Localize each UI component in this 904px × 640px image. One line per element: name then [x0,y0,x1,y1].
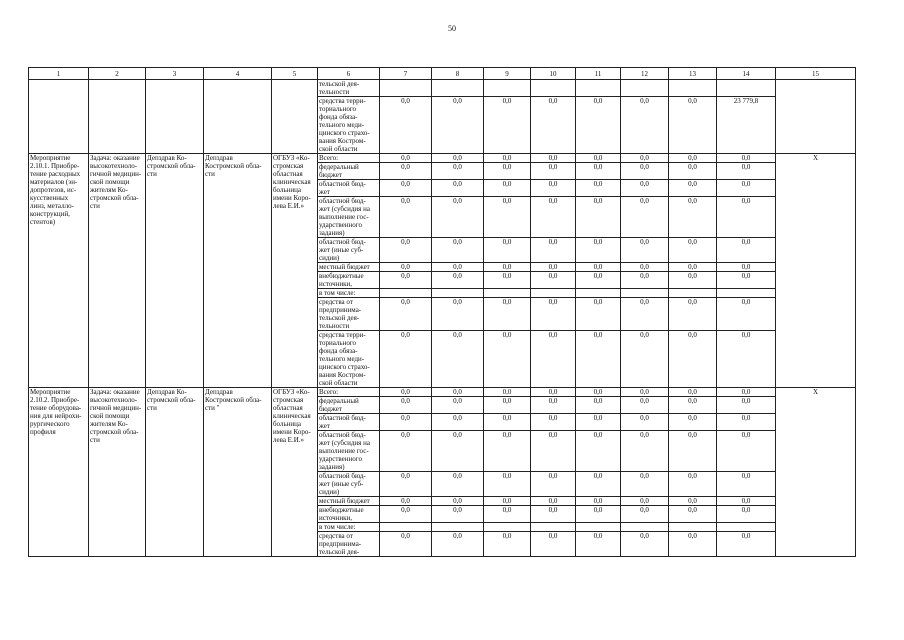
value-cell: 0,0 [621,97,669,154]
program-table [28,67,856,557]
value-cell: 0,0 [484,388,531,397]
column-number: 15 [776,68,856,80]
value-cell: 0,0 [531,431,576,472]
value-cell: 0,0 [669,497,717,506]
value-cell: 0,0 [621,431,669,472]
result-cell: X [776,154,856,388]
measure-cell: Мероприятие 2.10.2. Приобре- тение оборудова- ния для нейрохи- рургического профиля [29,388,89,557]
funding-source-cell: федеральный бюджет [318,163,380,180]
value-cell: 0,0 [669,197,717,238]
value-cell [621,523,669,532]
value-cell: 0,0 [531,154,576,163]
value-cell: 0,0 [432,431,484,472]
value-cell: 0,0 [484,163,531,180]
value-cell: 0,0 [432,263,484,272]
column-number: 5 [272,68,318,80]
value-cell: 0,0 [669,163,717,180]
value-cell: 0,0 [621,197,669,238]
value-cell: 0,0 [669,431,717,472]
value-cell [484,80,531,97]
value-cell: 0,0 [432,180,484,197]
value-cell [717,523,776,532]
value-cell [380,523,432,532]
value-cell: 0,0 [621,506,669,523]
value-cell: 0,0 [380,506,432,523]
value-cell: 0,0 [717,263,776,272]
funding-source-cell: средства терри- ториального фонда обяза- тельного меди- цинского страхо- вания Костром- ской области [318,97,380,154]
value-cell [576,80,621,97]
value-cell: 0,0 [484,154,531,163]
value-cell: 0,0 [484,298,531,331]
value-cell: 0,0 [621,397,669,414]
value-cell [484,523,531,532]
value-cell: 0,0 [576,180,621,197]
value-cell: 0,0 [484,431,531,472]
value-cell: 0,0 [432,238,484,263]
funding-source-cell: областной бюд- жет (субсидия на выполнение гос- ударственного задания) [318,197,380,238]
value-cell [531,80,576,97]
executor-cell: ОГБУЗ «Ко- стромская областная клиническая больница имени Коро- лева Е.И.» [272,154,318,388]
value-cell: 0,0 [669,388,717,397]
value-cell: 0,0 [432,397,484,414]
responsible-cell: Депздрав Костромской обла- сти [204,154,272,388]
value-cell: 0,0 [717,180,776,197]
value-cell: 0,0 [621,331,669,388]
value-cell: 0,0 [717,238,776,263]
value-cell: 0,0 [576,154,621,163]
value-cell: 0,0 [531,388,576,397]
value-cell: 0,0 [531,414,576,431]
value-cell: 0,0 [576,97,621,154]
value-cell: 0,0 [621,272,669,289]
value-cell: 0,0 [531,298,576,331]
value-cell: 0,0 [669,331,717,388]
value-cell: 0,0 [380,397,432,414]
value-cell: 0,0 [669,414,717,431]
funding-source-cell: Всего: [318,388,380,397]
column-number: 14 [717,68,776,80]
value-cell: 0,0 [380,97,432,154]
value-cell: 0,0 [432,163,484,180]
value-cell [576,523,621,532]
value-cell: 0,0 [621,163,669,180]
value-cell: 0,0 [531,97,576,154]
measure-cell: Мероприятие 2.10.1. Приобре- тение расходных материалов (эн- допротезов, ис- кусственных линз, металло- конструкций, стентов) [29,154,89,388]
value-cell [531,523,576,532]
value-cell: 0,0 [621,497,669,506]
value-cell: 0,0 [576,397,621,414]
value-cell: 0,0 [380,163,432,180]
value-cell: 0,0 [432,472,484,497]
value-cell [669,80,717,97]
value-cell: 0,0 [531,397,576,414]
empty-cell [29,80,89,154]
value-cell: 0,0 [484,497,531,506]
value-cell: 0,0 [432,388,484,397]
value-cell: 0,0 [669,532,717,557]
value-cell: 0,0 [432,331,484,388]
value-cell: 0,0 [380,154,432,163]
funding-source-cell: в том числе: [318,289,380,298]
value-cell: 0,0 [717,532,776,557]
column-number: 13 [669,68,717,80]
value-cell: 0,0 [484,180,531,197]
value-cell: 0,0 [576,272,621,289]
value-cell: 0,0 [669,397,717,414]
value-cell: 0,0 [531,272,576,289]
value-cell: 0,0 [669,298,717,331]
value-cell [669,289,717,298]
value-cell [432,523,484,532]
value-cell: 0,0 [484,272,531,289]
value-cell: 0,0 [432,97,484,154]
value-cell: 0,0 [717,298,776,331]
value-cell: 0,0 [484,97,531,154]
value-cell: 0,0 [576,388,621,397]
value-cell: 0,0 [576,298,621,331]
column-number: 7 [380,68,432,80]
value-cell [432,289,484,298]
value-cell: 0,0 [669,97,717,154]
value-cell: 0,0 [484,197,531,238]
funding-source-cell: средства терри- ториального фонда обяза- тельного меди- цинского страхо- вания Костром- ской области [318,331,380,388]
value-cell: 0,0 [621,298,669,331]
value-cell: 0,0 [669,506,717,523]
value-cell: 0,0 [432,414,484,431]
funding-source-cell: областной бюд- жет (субсидия на выполнение гос- ударственного задания) [318,431,380,472]
value-cell: 0,0 [576,472,621,497]
column-number: 1 [29,68,89,80]
value-cell: 0,0 [380,532,432,557]
value-cell: 0,0 [576,506,621,523]
value-cell: 23 779,8 [717,97,776,154]
value-cell: 0,0 [576,532,621,557]
value-cell: 0,0 [669,263,717,272]
table-row [29,154,856,163]
funding-source-cell: областной бюд- жет [318,180,380,197]
value-cell: 0,0 [669,154,717,163]
value-cell: 0,0 [669,272,717,289]
value-cell: 0,0 [717,163,776,180]
responsible-cell: Депздрав Костромской обла- сти " [204,388,272,557]
value-cell: 0,0 [432,298,484,331]
value-cell [717,289,776,298]
customer-cell: Депздрав Ко- стромской обла- сти [146,154,204,388]
value-cell: 0,0 [380,388,432,397]
column-number: 8 [432,68,484,80]
value-cell: 0,0 [717,414,776,431]
value-cell: 0,0 [717,331,776,388]
value-cell: 0,0 [380,331,432,388]
value-cell: 0,0 [380,431,432,472]
value-cell: 0,0 [576,197,621,238]
funding-source-cell: в том числе: [318,523,380,532]
funding-source-cell: областной бюд- жет [318,414,380,431]
value-cell: 0,0 [717,506,776,523]
value-cell: 0,0 [380,180,432,197]
value-cell [576,289,621,298]
value-cell: 0,0 [531,532,576,557]
value-cell [621,80,669,97]
executor-cell: ОГБУЗ «Ко- стромская областная клиническая больница имени Коро- лева Е.И.» [272,388,318,557]
value-cell: 0,0 [621,532,669,557]
value-cell: 0,0 [484,532,531,557]
value-cell: 0,0 [576,263,621,272]
value-cell [380,289,432,298]
value-cell: 0,0 [484,238,531,263]
value-cell: 0,0 [531,331,576,388]
value-cell: 0,0 [717,388,776,397]
value-cell: 0,0 [621,180,669,197]
column-number: 9 [484,68,531,80]
value-cell: 0,0 [380,272,432,289]
value-cell: 0,0 [484,397,531,414]
empty-cell [146,80,204,154]
value-cell: 0,0 [432,197,484,238]
column-number: 2 [89,68,146,80]
value-cell [432,80,484,97]
value-cell: 0,0 [531,472,576,497]
value-cell: 0,0 [576,414,621,431]
value-cell: 0,0 [717,431,776,472]
value-cell: 0,0 [621,472,669,497]
funding-source-cell: внебюджетные источники, [318,272,380,289]
value-cell: 0,0 [531,163,576,180]
value-cell [484,289,531,298]
task-cell: Задача: оказание высокотехноло- гичной медицин- ской помощи жителям Ко- стромской обла- сти [89,388,146,557]
value-cell: 0,0 [531,197,576,238]
value-cell: 0,0 [380,497,432,506]
value-cell: 0,0 [432,506,484,523]
value-cell [621,289,669,298]
value-cell: 0,0 [380,238,432,263]
funding-source-cell: Всего: [318,154,380,163]
empty-cell [204,80,272,154]
header-row [29,68,856,80]
value-cell: 0,0 [531,506,576,523]
value-cell: 0,0 [621,388,669,397]
value-cell [531,289,576,298]
funding-source-cell: внебюджетные источники, [318,506,380,523]
value-cell: 0,0 [484,506,531,523]
funding-source-cell: средства от предпринима- тельской дея- [318,532,380,557]
value-cell: 0,0 [621,154,669,163]
value-cell: 0,0 [576,497,621,506]
value-cell [669,523,717,532]
customer-cell: Депздрав Ко- стромской обла- сти [146,388,204,557]
funding-source-cell: местный бюджет [318,497,380,506]
value-cell: 0,0 [484,331,531,388]
value-cell: 0,0 [621,414,669,431]
column-number: 11 [576,68,621,80]
value-cell: 0,0 [531,238,576,263]
column-number: 6 [318,68,380,80]
funding-source-cell: областной бюд- жет (иные суб- сидии) [318,238,380,263]
value-cell: 0,0 [432,154,484,163]
value-cell [717,80,776,97]
value-cell: 0,0 [432,532,484,557]
task-cell: Задача: оказание высокотехноло- гичной медицин- ской помощи жителям Ко- стромской обла- сти [89,154,146,388]
table-row [29,80,856,97]
value-cell: 0,0 [576,163,621,180]
value-cell: 0,0 [717,497,776,506]
funding-source-cell: областной бюд- жет (иные суб- сидии) [318,472,380,497]
value-cell: 0,0 [380,263,432,272]
value-cell: 0,0 [669,472,717,497]
value-cell: 0,0 [531,263,576,272]
value-cell: 0,0 [717,472,776,497]
value-cell: 0,0 [380,298,432,331]
column-number: 4 [204,68,272,80]
value-cell: 0,0 [621,238,669,263]
value-cell: 0,0 [432,497,484,506]
value-cell: 0,0 [531,497,576,506]
value-cell: 0,0 [432,272,484,289]
column-number: 3 [146,68,204,80]
page-number: 50 [448,24,456,33]
empty-cell [272,80,318,154]
value-cell: 0,0 [484,472,531,497]
funding-source-cell: средства от предпринима- тельской дея- тельности [318,298,380,331]
value-cell [380,80,432,97]
value-cell: 0,0 [380,197,432,238]
value-cell: 0,0 [717,197,776,238]
result-cell [776,80,856,154]
value-cell: 0,0 [380,414,432,431]
value-cell: 0,0 [576,238,621,263]
value-cell: 0,0 [531,180,576,197]
result-cell: X [776,388,856,557]
value-cell: 0,0 [380,472,432,497]
value-cell: 0,0 [717,272,776,289]
value-cell: 0,0 [484,414,531,431]
empty-cell [89,80,146,154]
value-cell: 0,0 [717,397,776,414]
value-cell: 0,0 [621,263,669,272]
table-row [29,388,856,397]
funding-source-cell: местный бюджет [318,263,380,272]
value-cell: 0,0 [484,263,531,272]
funding-source-cell: тельской дея- тельности [318,80,380,97]
value-cell: 0,0 [717,154,776,163]
funding-source-cell: федеральный бюджет [318,397,380,414]
column-number: 10 [531,68,576,80]
value-cell: 0,0 [669,238,717,263]
value-cell: 0,0 [576,331,621,388]
value-cell: 0,0 [669,180,717,197]
value-cell: 0,0 [576,431,621,472]
column-number: 12 [621,68,669,80]
